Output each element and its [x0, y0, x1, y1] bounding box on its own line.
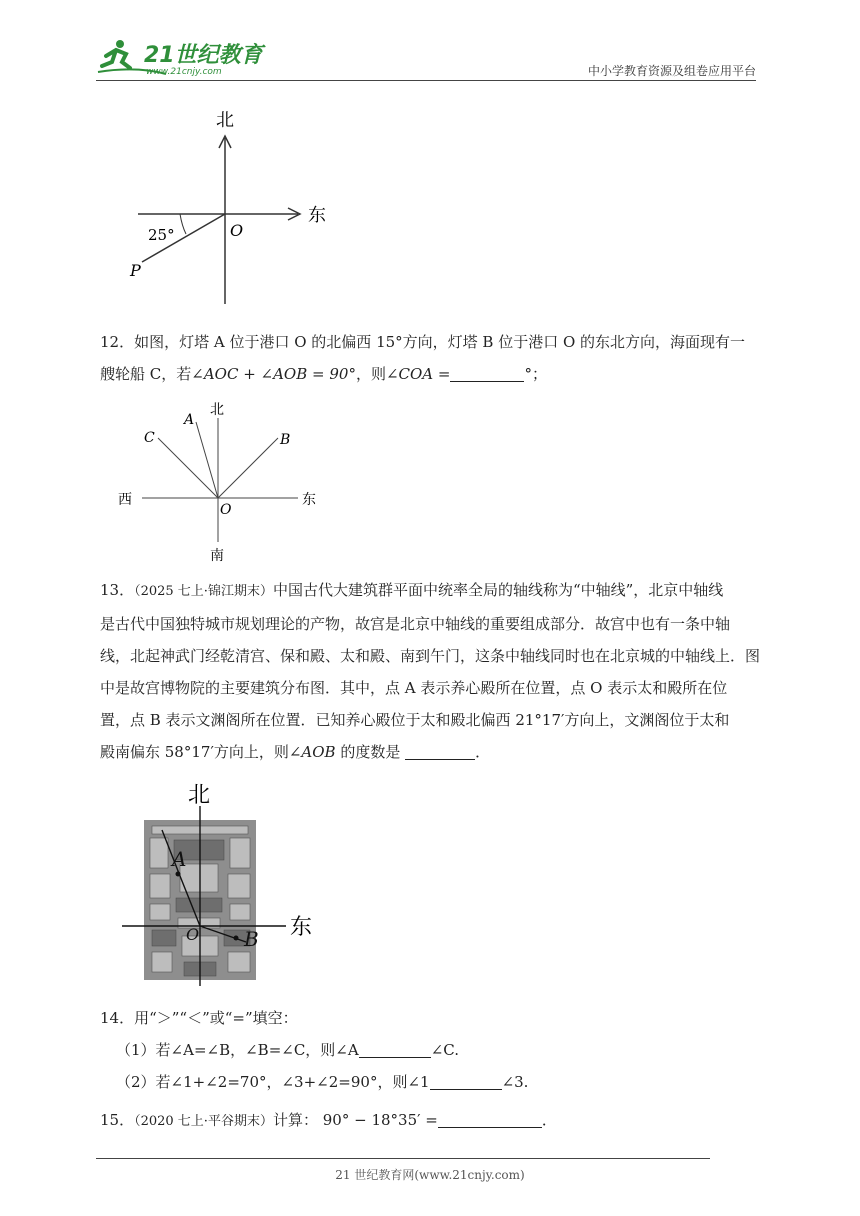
math-expression: 90° − 18°35′ =: [322, 1111, 438, 1129]
question-text: 的度数是: [335, 743, 401, 761]
label-north: 北: [188, 783, 211, 808]
label-o: O: [220, 502, 232, 518]
figure-12: [112, 394, 332, 566]
question-15: [100, 1104, 760, 1138]
footer-divider: [96, 1158, 710, 1159]
label-point-p: P: [130, 261, 141, 280]
answer-blank[interactable]: [430, 1071, 502, 1090]
label-c: C: [144, 430, 155, 446]
question-text: 是古代中国独特城市规划理论的产物，故宫是北京中轴线的重要组成部分．故宫中也有一条中轴: [100, 615, 731, 633]
figure-11: [128, 104, 348, 314]
label-b: B: [280, 432, 291, 448]
label-east: 东: [308, 205, 326, 226]
logo-url: www.21cnjy.com: [146, 67, 222, 77]
question-12: [100, 326, 760, 390]
answer-blank[interactable]: [359, 1039, 431, 1058]
label-b: B: [244, 927, 259, 951]
site-logo: [96, 36, 266, 78]
question-text: 线，北起神武门经乾清宫、保和殿、太和殿、南到午门，这条中轴线同时也在北京城的中轴线上．图: [100, 647, 761, 665]
angle-arc: [180, 214, 186, 234]
question-source: （2025 七上·锦江期末）: [134, 584, 273, 599]
figure-13: [118, 780, 328, 990]
question-text: °；: [524, 365, 547, 383]
header-divider: [96, 80, 756, 81]
point-a: [176, 872, 181, 877]
ray-ob: [218, 438, 278, 498]
point-b: [234, 936, 239, 941]
question-text: ∠3.: [501, 1073, 529, 1091]
question-text: 用“＞”“＜”或“=”填空：: [134, 1009, 298, 1027]
question-text: 置，点 B 表示文渊阁所在位置．已知养心殿位于太和殿北偏西 21°17′方向上，文渊阁位于太和: [100, 711, 730, 729]
answer-blank[interactable]: [438, 1109, 542, 1128]
question-text: 殿南偏东 58°17′方向上，则: [100, 743, 289, 761]
question-text: 艘轮船 C，若: [100, 365, 192, 383]
question-text: ．: [541, 1111, 557, 1129]
footer-text: 21 世纪教育网(www.21cnjy.com): [335, 1168, 525, 1182]
label-origin: O: [230, 221, 244, 240]
question-14: [100, 1002, 760, 1098]
label-south: 南: [210, 548, 224, 564]
logo-text: 21世纪教育: [144, 43, 263, 68]
label-north: 北: [216, 110, 234, 131]
label-north: 北: [210, 402, 224, 418]
question-text: 如图，灯塔 A 位于港口 O 的北偏西 15°方向，灯塔 B 位于港口 O 的东北方向，海面现有一: [134, 333, 746, 351]
label-a: A: [184, 412, 195, 428]
question-number: 14．: [100, 1009, 135, 1027]
question-text: （2）若∠1+∠2=70°，∠3+∠2=90°，则∠1: [116, 1073, 430, 1091]
question-text: 中国古代大建筑群平面中统率全局的轴线称为“中轴线”，北京中轴线: [272, 581, 724, 599]
question-text: （1）若∠A=∠B，∠B=∠C，则∠A: [116, 1041, 359, 1059]
label-east: 东: [290, 915, 313, 940]
math-expression: ∠AOB: [288, 743, 336, 761]
site-name: 中小学教育资源及组卷应用平台: [587, 64, 756, 78]
question-number: 13．: [100, 581, 135, 599]
question-text: ∠C.: [430, 1041, 459, 1059]
label-a: A: [172, 847, 187, 871]
math-expression: ∠AOC + ∠AOB = 90°: [191, 365, 356, 383]
question-text: 计算：: [272, 1111, 318, 1129]
question-text: ．: [475, 743, 491, 761]
question-13: [100, 574, 760, 768]
label-east: 东: [302, 492, 316, 508]
math-expression: ∠COA =: [385, 365, 451, 383]
label-angle: 25°: [148, 226, 175, 244]
answer-blank[interactable]: [405, 741, 475, 760]
answer-blank[interactable]: [450, 363, 524, 382]
question-source: （2020 七上·平谷期末）: [134, 1114, 273, 1129]
question-text: ，则: [355, 365, 386, 383]
question-text: 中是故宫博物院的主要建筑分布图．其中，点 A 表示养心殿所在位置，点 O 表示太和殿所在位: [100, 679, 728, 697]
label-o: O: [186, 925, 200, 944]
label-west: 西: [118, 492, 132, 508]
north-axis: [219, 136, 231, 304]
question-number: 15．: [100, 1111, 135, 1129]
question-number: 12．: [100, 333, 135, 351]
